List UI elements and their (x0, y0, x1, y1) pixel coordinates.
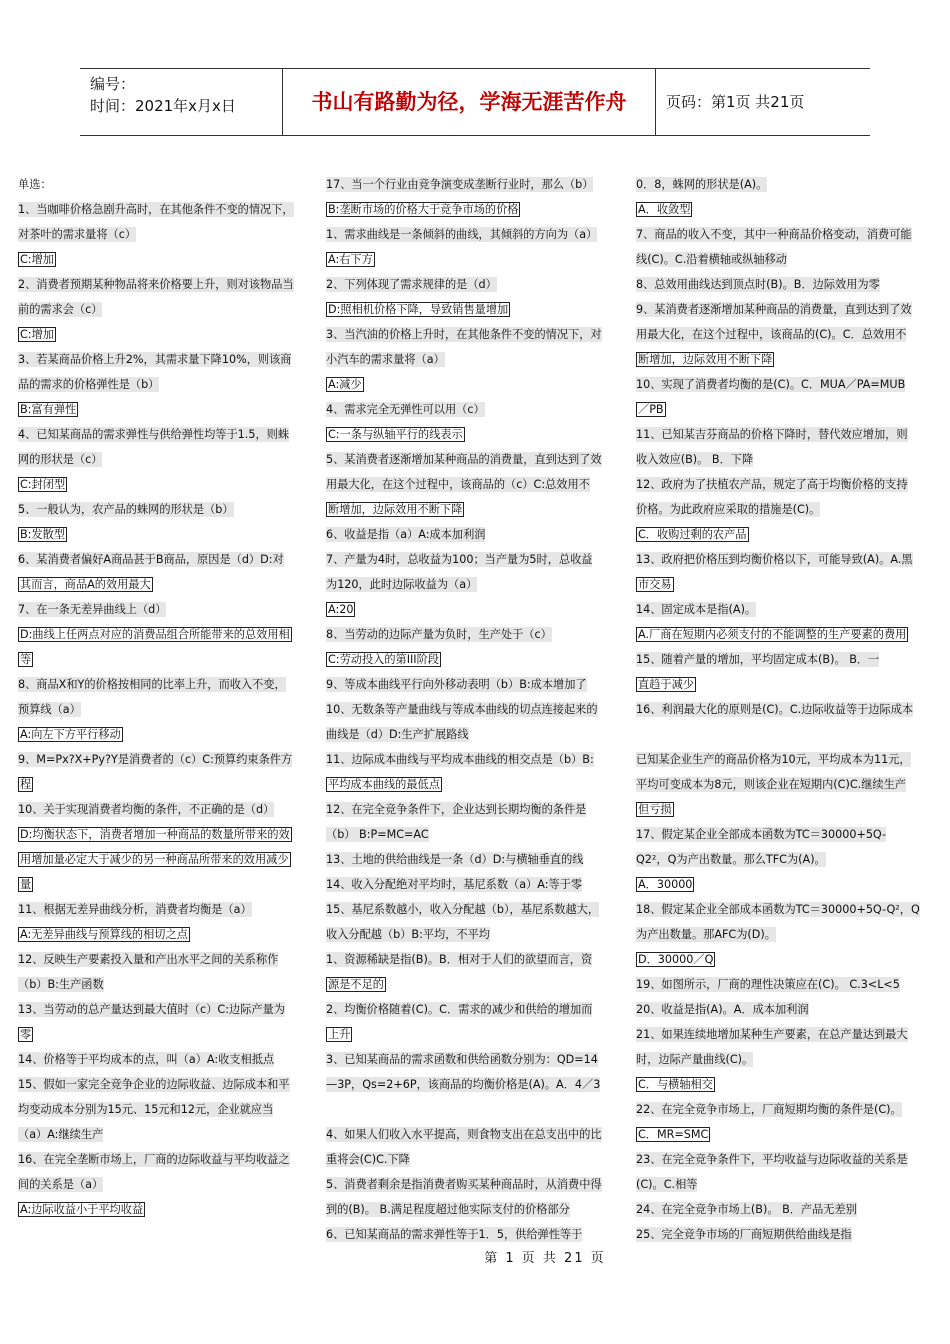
text-line (636, 797, 932, 822)
text-line (18, 972, 314, 997)
page-header (80, 68, 870, 136)
question-text: (C)。C.相等 (636, 1178, 698, 1191)
text-line (636, 1072, 932, 1097)
text-line (326, 1197, 622, 1222)
question-text: 7、产量为4时，总收益为100；当产量为5时，总收益 (326, 553, 593, 566)
question-text: 10、无数条等产量曲线与等成本曲线的切点连接起来的 (326, 703, 598, 716)
question-text: 9、某消费者逐渐增加某种商品的消费量，直到达到了效 (636, 303, 912, 316)
answer-text: A:向左下方平行移动 (20, 728, 121, 741)
question-text: 2、消费者预期某种物品将来价格要上升，则对该物品当 (18, 278, 294, 291)
question-text: 8、商品X和Y的价格按相同的比率上升，而收入不变， (18, 678, 286, 691)
text-line (18, 772, 314, 797)
text-line (326, 222, 622, 247)
question-text: 7、商品的收入不变，其中一种商品价格变动，消费可能 (636, 228, 912, 241)
text-line (636, 722, 932, 747)
text-line (18, 622, 314, 647)
answer-text: ／PB (638, 403, 664, 416)
question-text: 均变动成本分别为15元、15元和12元，企业就应当 (18, 1103, 274, 1116)
text-line (326, 522, 622, 547)
answer-text: C．收购过剩的农产品 (638, 528, 747, 541)
page-footer: 第 1 页 共 21 页 (484, 1251, 606, 1266)
text-line (18, 347, 314, 372)
text-line (636, 622, 932, 647)
answer-text: B:发散型 (20, 528, 66, 541)
text-line (18, 797, 314, 822)
text-line (326, 422, 622, 447)
text-line (636, 197, 932, 222)
text-line (18, 997, 314, 1022)
text-line (18, 647, 314, 672)
text-line (18, 1172, 314, 1197)
question-text: 21、如果连续地增加某种生产要素，在总产量达到最大 (636, 1028, 908, 1041)
answer-text: C:劳动投入的第III阶段 (328, 653, 439, 666)
text-line (18, 897, 314, 922)
question-text: 12、政府为了扶植农产品，规定了高于均衡价格的支持 (636, 478, 908, 491)
answer-text: 但亏损 (638, 803, 672, 816)
text-line (636, 397, 932, 422)
question-text (326, 1102, 330, 1117)
text-line (18, 1147, 314, 1172)
header-page-info: 页码：第1页 共21页 (666, 93, 805, 111)
text-line (326, 1047, 622, 1072)
text-line (326, 397, 622, 422)
text-line (326, 1172, 622, 1197)
question-text: 平均可变成本为8元，则该企业在短期内(C)C.继续生产 (636, 778, 906, 791)
text-line (636, 747, 932, 772)
answer-text: C:增加 (20, 253, 54, 266)
text-line (636, 1122, 932, 1147)
question-text: 单选： (18, 178, 52, 191)
text-line (18, 597, 314, 622)
text-line (18, 397, 314, 422)
text-line (326, 747, 622, 772)
question-text: 17、当一个行业由竞争演变成垄断行业时，那么（b） (326, 178, 594, 191)
question-text: 时，边际产量曲线(C)。 (636, 1053, 754, 1066)
text-line (636, 1197, 932, 1222)
question-text: 线(C)。C.沿着横轴或纵轴移动 (636, 253, 787, 266)
question-text: 对茶叶的需求量将（c） (18, 228, 137, 241)
text-line (326, 247, 622, 272)
question-text: 6、某消费者偏好A商品甚于B商品，原因是（d）D:对 (18, 553, 284, 566)
answer-text: 断增加，边际效用不断下降 (638, 353, 773, 366)
text-line (636, 1097, 932, 1122)
text-line (326, 647, 622, 672)
text-line (636, 772, 932, 797)
text-line (18, 447, 314, 472)
question-text: 4、需求完全无弹性可以用（c） (326, 403, 485, 416)
header-motto: 书山有路勤为径，学海无涯苦作舟 (311, 90, 627, 114)
question-text: 14、价格等于平均成本的点，叫（a）A:收支相抵点 (18, 1053, 275, 1066)
text-line (326, 497, 622, 522)
text-line (636, 947, 932, 972)
text-line (326, 797, 622, 822)
text-line (326, 572, 622, 597)
text-line (636, 522, 932, 547)
text-line (636, 547, 932, 572)
question-text: 10、实现了消费者均衡的是(C)。C．MUA／PA=MUB (636, 378, 906, 391)
question-text: 22、在完全竞争市场上，厂商短期均衡的条件是(C)。 (636, 1103, 902, 1116)
question-text: 12、反映生产要素投入量和产出水平之间的关系称作 (18, 953, 279, 966)
text-line (18, 422, 314, 447)
question-text: 18、假定某企业全部成本函数为TC＝30000+5Q-Q²，Q (636, 903, 920, 916)
text-line (326, 722, 622, 747)
text-line (18, 822, 314, 847)
question-text: 3、已知某商品的需求函数和供给函数分别为：QD=14 (326, 1053, 598, 1066)
answer-text: D:均衡状态下，消费者增加一种商品的数量所带来的效 (20, 828, 290, 841)
question-text: 为120，此时边际收益为（a） (326, 578, 478, 591)
text-line (326, 847, 622, 872)
question-text: 收入分配越（b）B:平均，不平均 (326, 928, 490, 941)
answer-text: 用增加量必定大于减少的另一种商品所带来的效用减少 (20, 853, 289, 866)
text-line (326, 872, 622, 897)
text-line (326, 322, 622, 347)
question-text: 13、当劳动的总产量达到最大值时（c）C:边际产量为 (18, 1003, 285, 1016)
question-text: 预算线（a） (18, 703, 81, 716)
question-text: 13、土地的供给曲线是一条（d）D:与横轴垂直的线 (326, 853, 584, 866)
text-line (326, 172, 622, 197)
answer-text: A:边际收益小于平均收益 (20, 1203, 144, 1216)
text-line (326, 672, 622, 697)
question-text: 16、利润最大化的原则是(C)。C.边际收益等于边际成本 (636, 703, 914, 716)
question-text: 11、根据无差异曲线分析，消费者均衡是（a） (18, 903, 252, 916)
question-text: 16、在完全垄断市场上，厂商的边际收益与平均收益之 (18, 1153, 290, 1166)
question-text: 11、边际成本曲线与平均成本曲线的相交点是（b）B: (326, 753, 594, 766)
text-line (326, 897, 622, 922)
answer-text: C:增加 (20, 328, 54, 341)
number-label: 编号： (90, 75, 136, 93)
question-text: 15、基尼系数越小，收入分配越（b），基尼系数越大， (326, 903, 600, 916)
text-line (636, 322, 932, 347)
question-text: 10、关于实现消费者均衡的条件，不正确的是（d） (18, 803, 275, 816)
question-text: 17、假定某企业全部成本函数为TC＝30000+5Q- (636, 828, 887, 841)
text-line (636, 1172, 932, 1197)
text-line (18, 197, 314, 222)
text-line (636, 672, 932, 697)
text-line (326, 597, 622, 622)
text-line (18, 1047, 314, 1072)
question-text: —3P，Qs=2+6P，该商品的均衡价格是(A)。A．4／3 (326, 1078, 601, 1091)
question-text: 9、等成本曲线平行向外移动表明（b）B:成本增加了 (326, 678, 587, 691)
question-text: 为产出数量。那AFC为(D)。 (636, 928, 776, 941)
question-text: 2、均衡价格随着(C)。C．需求的减少和供给的增加而 (326, 1003, 593, 1016)
text-line (18, 472, 314, 497)
answer-text: A:无差异曲线与预算线的相切之点 (20, 928, 188, 941)
answer-text: D．30000／Q (638, 953, 714, 966)
answer-text: 断增加，边际效用不断下降 (328, 503, 463, 516)
text-line (636, 847, 932, 872)
answer-text: A．30000 (638, 878, 693, 891)
question-text: 0．8，蛛网的形状是(A)。 (636, 178, 768, 191)
text-line (326, 822, 622, 847)
text-line (326, 1022, 622, 1047)
answer-text: C．MR=SMC (638, 1128, 709, 1141)
text-line (18, 1122, 314, 1147)
text-line (636, 997, 932, 1022)
text-line (18, 247, 314, 272)
answer-text: 市交易 (638, 578, 672, 591)
question-text: 9、M=Px?X+Py?Y是消费者的（c）C:预算约束条件方 (18, 753, 293, 766)
answer-text: A．收敛型 (638, 203, 691, 216)
text-column-3 (636, 172, 932, 1247)
text-line (18, 847, 314, 872)
text-line (636, 347, 932, 372)
question-text: 3、当汽油的价格上升时，在其他条件不变的情况下，对 (326, 328, 602, 341)
text-line (18, 172, 314, 197)
answer-text: A:右下方 (328, 253, 373, 266)
answer-text: A:20 (328, 603, 354, 616)
header-meta (90, 73, 280, 117)
question-text: 价格。为此政府应采取的措施是(C)。 (636, 503, 821, 516)
question-text: 曲线是（d）D:生产扩展路线 (326, 728, 469, 741)
question-text: 8、当劳动的边际产量为负时，生产处于（c） (326, 628, 552, 641)
answer-text: 其而言，商品A的效用最大 (20, 578, 151, 591)
answer-text: 量 (20, 878, 32, 891)
question-text: 20、收益是指(A)。A．成本加利润 (636, 1003, 809, 1016)
question-text: 小汽车的需求量将（a） (326, 353, 445, 366)
text-line (18, 672, 314, 697)
question-text: 15、随着产量的增加，平均固定成本(B)。 B．一 (636, 653, 880, 666)
text-line (18, 747, 314, 772)
question-text: 25、完全竞争市场的厂商短期供给曲线是指 (636, 1228, 852, 1241)
text-line (18, 372, 314, 397)
text-line (18, 1072, 314, 1097)
question-text: 7、在一条无差异曲线上（d） (18, 603, 167, 616)
text-line (326, 1097, 622, 1122)
question-text: 13、政府把价格压到均衡价格以下，可能导致(A)。A.黑 (636, 553, 913, 566)
text-line (636, 1147, 932, 1172)
answer-text: D:曲线上任两点对应的消费品组合所能带来的总效用相 (20, 628, 290, 641)
text-line (326, 297, 622, 322)
question-text: 用最大化，在这个过程中，该商品的（c）C:总效用不 (326, 478, 590, 491)
text-line (636, 897, 932, 922)
question-text: 已知某企业生产的商品价格为10元，平均成本为11元， (636, 753, 911, 766)
question-text: Q2²，Q为产出数量。那么TFC为(A)。 (636, 853, 826, 866)
question-text: 19、如图所示，厂商的理性决策应在(C)。 C.3<L<5 (636, 978, 900, 991)
text-line (18, 1197, 314, 1222)
question-text: 收入效应(B)。 B．下降 (636, 453, 754, 466)
question-text: 到的(B)。 B.满足程度超过他实际支付的价格部分 (326, 1203, 570, 1216)
text-line (636, 572, 932, 597)
text-line (18, 322, 314, 347)
question-text: 3、若某商品价格上升2%，其需求量下降10%，则该商 (18, 353, 292, 366)
text-line (636, 697, 932, 722)
text-line (326, 547, 622, 572)
question-text: 15、假如一家完全竞争企业的边际收益、边际成本和平 (18, 1078, 290, 1091)
answer-text: C:一条与纵轴平行的线表示 (328, 428, 463, 441)
answer-text: C:封闭型 (20, 478, 66, 491)
text-line (326, 1222, 622, 1247)
text-line (18, 297, 314, 322)
text-line (636, 922, 932, 947)
text-column-1 (18, 172, 314, 1222)
text-line (18, 547, 314, 572)
text-line (636, 872, 932, 897)
text-line (326, 997, 622, 1022)
text-line (326, 1122, 622, 1147)
text-line (636, 222, 932, 247)
text-line (326, 947, 622, 972)
text-line (326, 197, 622, 222)
text-line (326, 472, 622, 497)
text-line (636, 297, 932, 322)
question-text: 24、在完全竞争市场上(B)。 B．产品无差别 (636, 1203, 857, 1216)
text-line (636, 1047, 932, 1072)
text-line (18, 1097, 314, 1122)
text-line (636, 597, 932, 622)
answer-text: B:垄断市场的价格大于竞争市场的价格 (328, 203, 519, 216)
question-text: 2、下列体现了需求规律的是（d） (326, 278, 497, 291)
header-divider (282, 69, 283, 135)
question-text: （a）A:继续生产 (18, 1128, 104, 1141)
text-line (326, 347, 622, 372)
question-text: 1、需求曲线是一条倾斜的曲线，其倾斜的方向为（a） (326, 228, 598, 241)
text-line (18, 697, 314, 722)
question-text: 6、已知某商品的需求弹性等于1．5，供给弹性等于 (326, 1228, 583, 1241)
text-line (326, 772, 622, 797)
text-line (18, 222, 314, 247)
text-line (18, 522, 314, 547)
question-text: 23、在完全竞争条件下，平均收益与边际收益的关系是 (636, 1153, 908, 1166)
question-text: 前的需求会（c） (18, 303, 103, 316)
text-line (18, 872, 314, 897)
time-label: 时间：2021年x月x日 (90, 97, 236, 115)
question-text: 间的关系是（a） (18, 1178, 104, 1191)
text-line (636, 372, 932, 397)
text-line (636, 447, 932, 472)
text-line (326, 272, 622, 297)
text-line (326, 622, 622, 647)
text-line (18, 922, 314, 947)
header-divider (655, 69, 656, 135)
text-line (636, 172, 932, 197)
text-line (18, 497, 314, 522)
text-line (326, 1147, 622, 1172)
answer-text: D:照相机价格下降，导致销售量增加 (328, 303, 509, 316)
question-text: 1、资源稀缺是指(B)。B．相对于人们的欲望而言，资 (326, 953, 593, 966)
question-text: 网的形状是（c） (18, 453, 103, 466)
text-line (636, 1022, 932, 1047)
question-text: （b） B:P=MC=AC (326, 828, 429, 841)
question-text (636, 727, 640, 742)
answer-text: 平均成本曲线的最低点 (328, 778, 440, 791)
answer-text: C．与横轴相交 (638, 1078, 713, 1091)
question-text: 8、总效用曲线达到顶点时(B)。B．边际效用为零 (636, 278, 880, 291)
question-text: 5、一般认为，农产品的蛛网的形状是（b） (18, 503, 234, 516)
text-line (326, 972, 622, 997)
text-line (18, 947, 314, 972)
answer-text: 直趋于减少 (638, 678, 694, 691)
text-line (326, 697, 622, 722)
text-line (636, 822, 932, 847)
text-line (18, 272, 314, 297)
question-text: 6、收益是指（a）A:成本加利润 (326, 528, 486, 541)
question-text: 5、某消费者逐渐增加某种商品的消费量，直到达到了效 (326, 453, 602, 466)
text-line (636, 422, 932, 447)
text-line (326, 1072, 622, 1097)
answer-text: B:富有弹性 (20, 403, 77, 416)
question-text: （b）B:生产函数 (18, 978, 104, 991)
text-column-2 (326, 172, 622, 1247)
question-text: 12、在完全竞争条件下，企业达到长期均衡的条件是 (326, 803, 587, 816)
answer-text: 程 (20, 778, 32, 791)
text-line (636, 647, 932, 672)
question-text: 14、收入分配绝对平均时，基尼系数（a）A:等于零 (326, 878, 583, 891)
question-text: 4、已知某商品的需求弹性与供给弹性均等于1.5，则蛛 (18, 428, 290, 441)
text-line (636, 472, 932, 497)
text-line (636, 972, 932, 997)
question-text: 5、消费者剩余是指消费者购买某种商品时，从消费中得 (326, 1178, 602, 1191)
question-text: 1、当咖啡价格急剧升高时，在其他条件不变的情况下， (18, 203, 294, 216)
text-line (18, 722, 314, 747)
question-text: 品的需求的价格弹性是（b） (18, 378, 160, 391)
answer-text: 上升 (328, 1028, 351, 1041)
answer-text: 等 (20, 653, 32, 666)
text-line (326, 922, 622, 947)
question-text: 11、已知某吉芬商品的价格下降时，替代效应增加，则 (636, 428, 908, 441)
answer-text: 零 (20, 1028, 32, 1041)
answer-text: 源是不足的 (328, 978, 384, 991)
answer-text: A:减少 (328, 378, 362, 391)
text-line (18, 1022, 314, 1047)
question-text: 14、固定成本是指(A)。 (636, 603, 757, 616)
text-line (18, 572, 314, 597)
text-line (636, 1222, 932, 1247)
text-line (636, 272, 932, 297)
answer-text: A.厂商在短期内必须支付的不能调整的生产要素的费用 (638, 628, 907, 641)
text-line (326, 447, 622, 472)
text-line (636, 247, 932, 272)
text-line (326, 372, 622, 397)
text-line (636, 497, 932, 522)
question-text: 重将会(C)C.下降 (326, 1153, 410, 1166)
question-text: 4、如果人们收入水平提高，则食物支出在总支出中的比 (326, 1128, 602, 1141)
question-text: 用最大化，在这个过程中，该商品的(C)。C．总效用不 (636, 328, 907, 341)
